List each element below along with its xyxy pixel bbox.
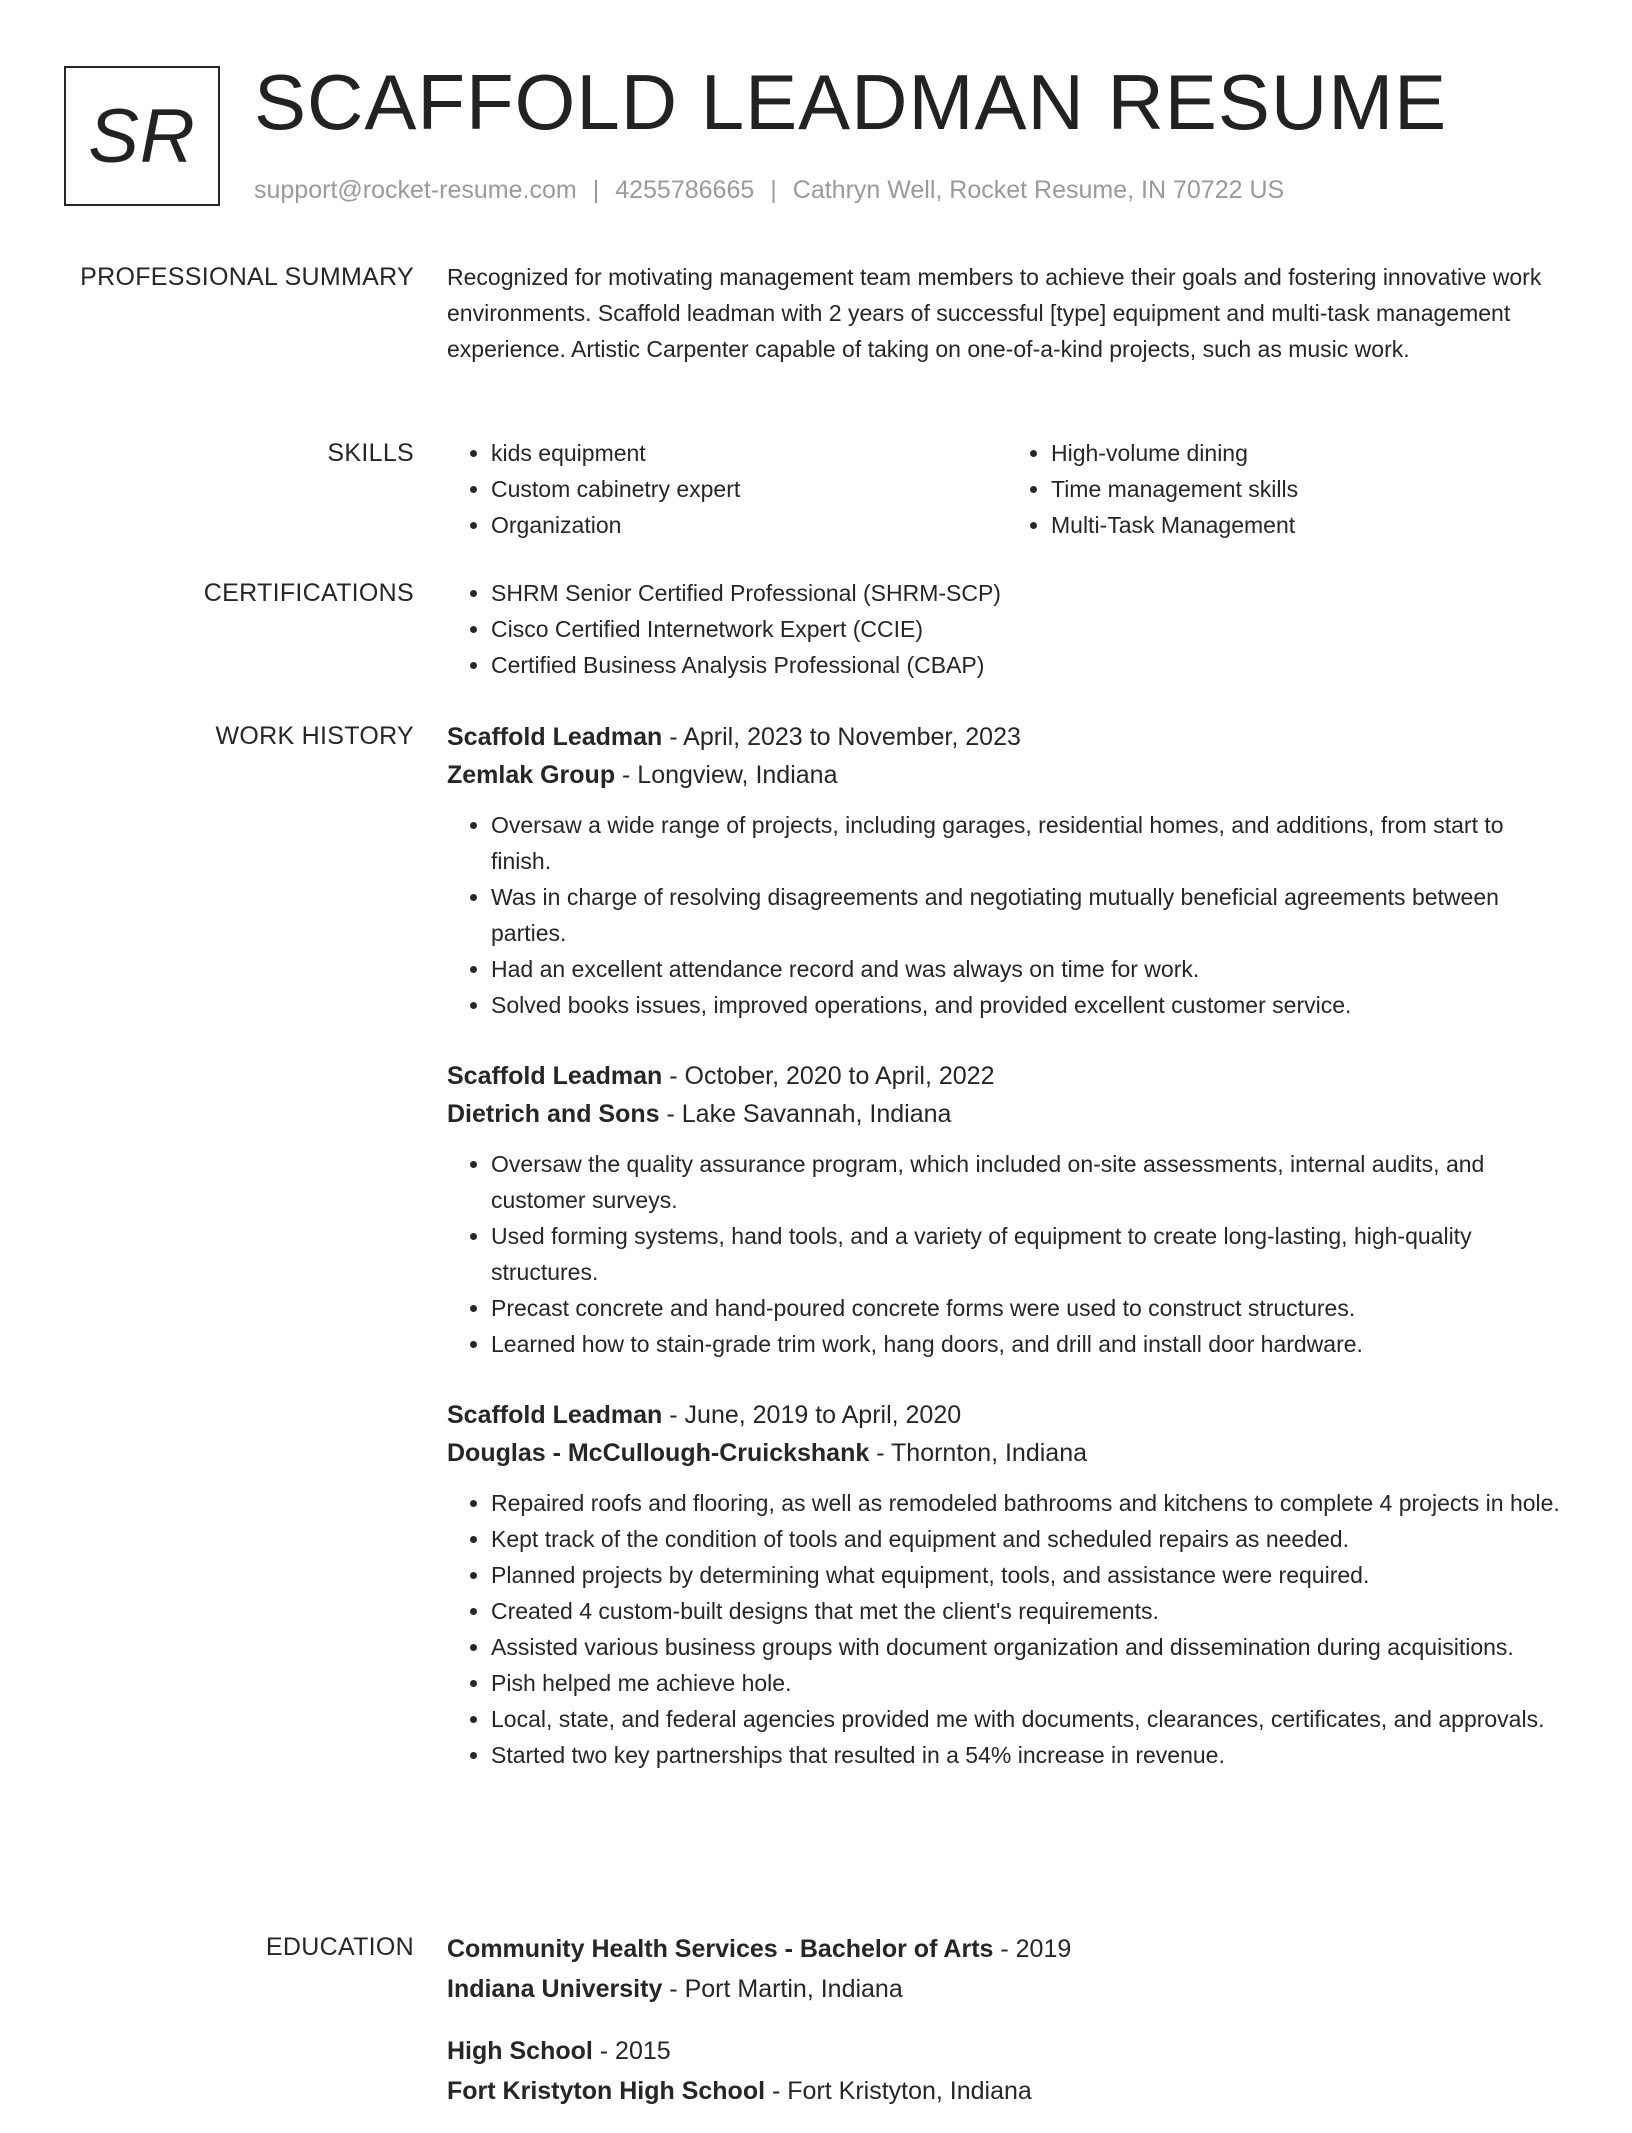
job-bullet: • Oversaw a wide range of projects, including garages, residential homes, and additions, from start to finish. bbox=[491, 807, 1567, 879]
skill-item: • kids equipment bbox=[491, 435, 1007, 471]
job-dates: - June, 2019 to April, 2020 bbox=[662, 1401, 962, 1429]
job-bullet: • Kept track of the condition of tools and equipment and scheduled repairs as needed. bbox=[491, 1521, 1567, 1557]
job-company: Zemlak Group bbox=[447, 761, 616, 789]
skills-list-right bbox=[1007, 435, 1567, 543]
job-role: Scaffold Leadman bbox=[447, 1401, 663, 1429]
job-bullet: • Planned projects by determining what equipment, tools, and assistance were required. bbox=[491, 1557, 1567, 1593]
contact-email: support@rocket-resume.com bbox=[254, 176, 577, 204]
education-school: Fort Kristyton High School bbox=[447, 2077, 766, 2105]
job-bullet: • Created 4 custom-built designs that met the client's requirements. bbox=[491, 1593, 1567, 1629]
job-bullet: • Learned how to stain-grade trim work, hang doors, and drill and install door hardware. bbox=[491, 1326, 1567, 1362]
education-degree-line bbox=[447, 1929, 1567, 1969]
job-dates: - October, 2020 to April, 2022 bbox=[662, 1062, 995, 1090]
job-bullet: • Started two key partnerships that resulted in a 54% increase in revenue. bbox=[491, 1737, 1567, 1773]
certifications-body bbox=[447, 575, 1567, 683]
job-bullets bbox=[447, 1485, 1567, 1773]
job-company-line bbox=[447, 1434, 1567, 1472]
education-location: - Port Martin, Indiana bbox=[662, 1975, 903, 2003]
job-role-line bbox=[447, 1396, 1567, 1434]
job-company-line bbox=[447, 1095, 1567, 1133]
contact-phone: 4255786665 bbox=[615, 176, 755, 204]
contact-separator: | bbox=[770, 176, 777, 204]
job-bullet: • Oversaw the quality assurance program, which included on-site assessments, internal audits, and customer surveys. bbox=[491, 1146, 1567, 1218]
job-bullet: • Assisted various business groups with document organization and dissemination during acquisitions. bbox=[491, 1629, 1567, 1665]
job-location: - Longview, Indiana bbox=[615, 761, 838, 789]
monogram-logo: SR bbox=[64, 66, 220, 206]
section-title-work-history: WORK HISTORY bbox=[215, 722, 414, 750]
job-role: Scaffold Leadman bbox=[447, 1062, 663, 1090]
education-entry bbox=[447, 1929, 1567, 2009]
job-company-line bbox=[447, 756, 1567, 794]
job-role-line bbox=[447, 1057, 1567, 1095]
job-role: Scaffold Leadman bbox=[447, 723, 663, 751]
job-bullet: • Local, state, and federal agencies provided me with documents, clearances, certificates, and approvals. bbox=[491, 1701, 1567, 1737]
job-bullet: • Was in charge of resolving disagreements and negotiating mutually beneficial agreements between parties. bbox=[491, 879, 1567, 951]
education-year: - 2015 bbox=[592, 2037, 671, 2065]
education-year: - 2019 bbox=[993, 1935, 1072, 1963]
contact-separator: | bbox=[592, 176, 600, 204]
education-school-line bbox=[447, 2071, 1567, 2111]
skill-item: • High-volume dining bbox=[1051, 435, 1567, 471]
contact-address: Cathryn Well, Rocket Resume, IN 70722 US bbox=[792, 176, 1285, 204]
job-bullet: • Pish helped me achieve hole. bbox=[491, 1665, 1567, 1701]
education-school: Indiana University bbox=[447, 1975, 663, 2003]
page-title: SCAFFOLD LEADMAN RESUME bbox=[254, 58, 1448, 146]
education-entry bbox=[447, 2031, 1567, 2111]
job-location: - Lake Savannah, Indiana bbox=[659, 1100, 952, 1128]
job-role-line bbox=[447, 718, 1567, 756]
certification-item: • Cisco Certified Internetwork Expert (CCIE) bbox=[491, 611, 1567, 647]
job-bullets bbox=[447, 807, 1567, 1023]
job-bullet: • Precast concrete and hand-poured concrete forms were used to construct structures. bbox=[491, 1290, 1567, 1326]
skill-item: • Organization bbox=[491, 507, 1007, 543]
summary-text: Recognized for motivating management team members to achieve their goals and fostering innovative work environments. Scaffold leadman with 2 years of successful [type] equipment and multi-task management experience. Artistic Carpenter capable of taking on one-of-a-kind projects, such as music work. bbox=[447, 264, 1542, 362]
job-dates: - April, 2023 to November, 2023 bbox=[662, 723, 1021, 751]
job-company: Dietrich and Sons bbox=[447, 1100, 660, 1128]
job-company: Douglas - McCullough-Cruickshank bbox=[447, 1439, 870, 1467]
job-entry bbox=[447, 1057, 1567, 1362]
job-entry bbox=[447, 1396, 1567, 1773]
job-location: - Thornton, Indiana bbox=[869, 1439, 1088, 1467]
certification-item: • Certified Business Analysis Professional (CBAP) bbox=[491, 647, 1567, 683]
skill-item: • Time management skills bbox=[1051, 471, 1567, 507]
education-degree: High School bbox=[447, 2037, 593, 2065]
section-title-education: EDUCATION bbox=[265, 1933, 414, 1961]
job-bullet: • Had an excellent attendance record and was always on time for work. bbox=[491, 951, 1567, 987]
job-bullet: • Repaired roofs and flooring, as well as remodeled bathrooms and kitchens to complete 4 projects in hole. bbox=[491, 1485, 1567, 1521]
skill-item: • Multi-Task Management bbox=[1051, 507, 1567, 543]
contact-line bbox=[254, 176, 1284, 205]
work-history-body bbox=[447, 718, 1567, 1807]
job-entry bbox=[447, 718, 1567, 1023]
job-bullet: • Used forming systems, hand tools, and a variety of equipment to create long-lasting, high-quality structures. bbox=[491, 1218, 1567, 1290]
certifications-list bbox=[447, 575, 1567, 683]
job-bullets bbox=[447, 1146, 1567, 1362]
section-title-skills: SKILLS bbox=[327, 439, 414, 467]
summary-body bbox=[447, 259, 1567, 367]
job-bullet: • Solved books issues, improved operations, and provided excellent customer service. bbox=[491, 987, 1567, 1023]
certification-item: • SHRM Senior Certified Professional (SHRM-SCP) bbox=[491, 575, 1567, 611]
skills-list-left bbox=[447, 435, 1007, 543]
education-body bbox=[447, 1929, 1567, 2133]
education-school-line bbox=[447, 1969, 1567, 2009]
education-degree-line bbox=[447, 2031, 1567, 2071]
section-title-summary: PROFESSIONAL SUMMARY bbox=[80, 263, 414, 291]
section-title-certifications: CERTIFICATIONS bbox=[203, 579, 414, 607]
skill-item: • Custom cabinetry expert bbox=[491, 471, 1007, 507]
skills-body bbox=[447, 435, 1567, 543]
education-degree: Community Health Services - Bachelor of Arts bbox=[447, 1935, 994, 1963]
education-location: - Fort Kristyton, Indiana bbox=[765, 2077, 1032, 2105]
